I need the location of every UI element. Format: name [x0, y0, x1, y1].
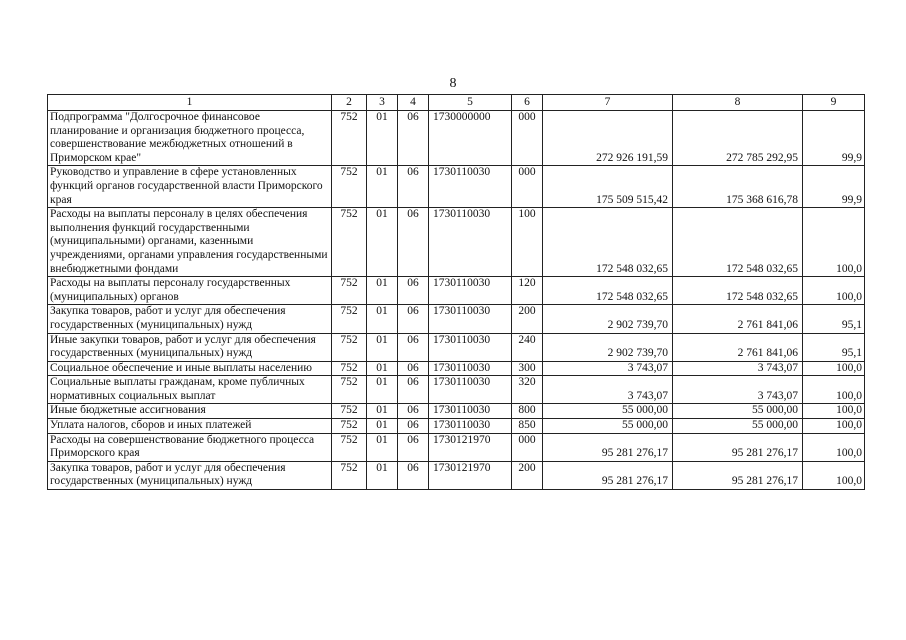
row-name-cell: Социальное обеспечение и иные выплаты населению	[48, 361, 332, 376]
row-pct-cell: 99,9	[803, 166, 865, 208]
row-name-cell: Иные бюджетные ассигнования	[48, 404, 332, 419]
row-name-cell: Закупка товаров, работ и услуг для обеспечения государственных (муниципальных) нужд	[48, 461, 332, 489]
row-ved-cell: 752	[332, 333, 367, 361]
row-vr-cell: 200	[512, 305, 543, 333]
row-pct-cell: 99,9	[803, 111, 865, 166]
row-plan-cell: 272 926 191,59	[543, 111, 673, 166]
row-ved-cell: 752	[332, 111, 367, 166]
row-name-cell: Расходы на совершенствование бюджетного процесса Приморского края	[48, 433, 332, 461]
row-csr-cell: 1730110030	[429, 305, 512, 333]
header-cell: 5	[429, 95, 512, 111]
header-cell: 1	[48, 95, 332, 111]
row-rz-cell: 01	[367, 419, 398, 434]
row-vr-cell: 300	[512, 361, 543, 376]
row-name-cell: Социальные выплаты гражданам, кроме публичных нормативных социальных выплат	[48, 376, 332, 404]
table-body	[48, 95, 865, 490]
header-cell: 8	[673, 95, 803, 111]
table-header-row	[48, 95, 865, 111]
row-plan-cell: 3 743,07	[543, 376, 673, 404]
row-csr-cell: 1730110030	[429, 376, 512, 404]
row-name-cell: Подпрограмма "Долгосрочное финансовое планирование и организация бюджетного процесса, совершенствование межбюджетных отношений в Приморском крае"	[48, 111, 332, 166]
row-pct-cell: 100,0	[803, 419, 865, 434]
row-vr-cell: 000	[512, 111, 543, 166]
row-fact-cell: 2 761 841,06	[673, 305, 803, 333]
table-row	[48, 208, 865, 277]
row-pct-cell: 95,1	[803, 305, 865, 333]
table-row	[48, 111, 865, 166]
row-vr-cell: 320	[512, 376, 543, 404]
header-cell: 6	[512, 95, 543, 111]
row-vr-cell: 800	[512, 404, 543, 419]
row-fact-cell: 272 785 292,95	[673, 111, 803, 166]
row-vr-cell: 850	[512, 419, 543, 434]
row-pct-cell: 100,0	[803, 376, 865, 404]
row-vr-cell: 120	[512, 277, 543, 305]
row-fact-cell: 95 281 276,17	[673, 461, 803, 489]
row-pct-cell: 100,0	[803, 208, 865, 277]
table-row	[48, 333, 865, 361]
row-fact-cell: 172 548 032,65	[673, 277, 803, 305]
row-plan-cell: 2 902 739,70	[543, 333, 673, 361]
header-cell: 9	[803, 95, 865, 111]
row-rz-cell: 01	[367, 404, 398, 419]
row-pr-cell: 06	[398, 305, 429, 333]
row-fact-cell: 95 281 276,17	[673, 433, 803, 461]
row-pr-cell: 06	[398, 208, 429, 277]
header-cell: 7	[543, 95, 673, 111]
row-plan-cell: 3 743,07	[543, 361, 673, 376]
row-plan-cell: 172 548 032,65	[543, 277, 673, 305]
row-ved-cell: 752	[332, 404, 367, 419]
row-ved-cell: 752	[332, 376, 367, 404]
row-rz-cell: 01	[367, 305, 398, 333]
row-csr-cell: 1730110030	[429, 419, 512, 434]
row-rz-cell: 01	[367, 361, 398, 376]
table-row	[48, 433, 865, 461]
row-fact-cell: 55 000,00	[673, 404, 803, 419]
row-ved-cell: 752	[332, 461, 367, 489]
row-pr-cell: 06	[398, 111, 429, 166]
row-ved-cell: 752	[332, 166, 367, 208]
row-ved-cell: 752	[332, 419, 367, 434]
row-name-cell: Уплата налогов, сборов и иных платежей	[48, 419, 332, 434]
table-row	[48, 361, 865, 376]
row-fact-cell: 175 368 616,78	[673, 166, 803, 208]
row-pr-cell: 06	[398, 404, 429, 419]
row-pct-cell: 95,1	[803, 333, 865, 361]
row-rz-cell: 01	[367, 111, 398, 166]
row-rz-cell: 01	[367, 376, 398, 404]
row-rz-cell: 01	[367, 433, 398, 461]
row-plan-cell: 2 902 739,70	[543, 305, 673, 333]
table-row	[48, 305, 865, 333]
row-csr-cell: 1730110030	[429, 208, 512, 277]
row-pr-cell: 06	[398, 419, 429, 434]
row-vr-cell: 000	[512, 433, 543, 461]
row-plan-cell: 175 509 515,42	[543, 166, 673, 208]
row-pr-cell: 06	[398, 461, 429, 489]
row-fact-cell: 3 743,07	[673, 376, 803, 404]
row-pr-cell: 06	[398, 376, 429, 404]
row-pr-cell: 06	[398, 333, 429, 361]
row-csr-cell: 1730110030	[429, 361, 512, 376]
row-vr-cell: 100	[512, 208, 543, 277]
row-name-cell: Закупка товаров, работ и услуг для обеспечения государственных (муниципальных) нужд	[48, 305, 332, 333]
table-row	[48, 376, 865, 404]
row-rz-cell: 01	[367, 208, 398, 277]
row-fact-cell: 55 000,00	[673, 419, 803, 434]
row-csr-cell: 1730110030	[429, 166, 512, 208]
row-csr-cell: 1730110030	[429, 277, 512, 305]
row-name-cell: Расходы на выплаты персоналу в целях обеспечения выполнения функций государственными (муниципальными) органами, казенными учреждениями, органами управления государственными внебюджетными фондами	[48, 208, 332, 277]
row-rz-cell: 01	[367, 461, 398, 489]
row-pr-cell: 06	[398, 361, 429, 376]
row-fact-cell: 172 548 032,65	[673, 208, 803, 277]
budget-table	[47, 94, 865, 490]
row-name-cell: Расходы на выплаты персоналу государственных (муниципальных) органов	[48, 277, 332, 305]
table-row	[48, 277, 865, 305]
row-pct-cell: 100,0	[803, 361, 865, 376]
row-csr-cell: 1730110030	[429, 404, 512, 419]
row-csr-cell: 1730121970	[429, 433, 512, 461]
row-ved-cell: 752	[332, 361, 367, 376]
row-pr-cell: 06	[398, 277, 429, 305]
row-name-cell: Руководство и управление в сфере установленных функций органов государственной власти Приморского края	[48, 166, 332, 208]
row-rz-cell: 01	[367, 333, 398, 361]
row-pct-cell: 100,0	[803, 461, 865, 489]
header-cell: 2	[332, 95, 367, 111]
row-plan-cell: 55 000,00	[543, 404, 673, 419]
table-row	[48, 461, 865, 489]
row-rz-cell: 01	[367, 277, 398, 305]
row-plan-cell: 95 281 276,17	[543, 461, 673, 489]
table-row	[48, 404, 865, 419]
row-ved-cell: 752	[332, 433, 367, 461]
row-fact-cell: 2 761 841,06	[673, 333, 803, 361]
row-csr-cell: 1730110030	[429, 333, 512, 361]
row-vr-cell: 240	[512, 333, 543, 361]
row-pr-cell: 06	[398, 433, 429, 461]
row-rz-cell: 01	[367, 166, 398, 208]
row-plan-cell: 172 548 032,65	[543, 208, 673, 277]
row-csr-cell: 1730121970	[429, 461, 512, 489]
table-row	[48, 419, 865, 434]
header-cell: 3	[367, 95, 398, 111]
row-fact-cell: 3 743,07	[673, 361, 803, 376]
row-ved-cell: 752	[332, 305, 367, 333]
row-pct-cell: 100,0	[803, 277, 865, 305]
row-vr-cell: 200	[512, 461, 543, 489]
row-ved-cell: 752	[332, 277, 367, 305]
row-csr-cell: 1730000000	[429, 111, 512, 166]
row-plan-cell: 95 281 276,17	[543, 433, 673, 461]
row-name-cell: Иные закупки товаров, работ и услуг для обеспечения государственных (муниципальных) нужд	[48, 333, 332, 361]
row-plan-cell: 55 000,00	[543, 419, 673, 434]
table-row	[48, 166, 865, 208]
row-vr-cell: 000	[512, 166, 543, 208]
row-pct-cell: 100,0	[803, 433, 865, 461]
row-pr-cell: 06	[398, 166, 429, 208]
row-ved-cell: 752	[332, 208, 367, 277]
row-pct-cell: 100,0	[803, 404, 865, 419]
page-number: 8	[449, 76, 457, 91]
header-cell: 4	[398, 95, 429, 111]
